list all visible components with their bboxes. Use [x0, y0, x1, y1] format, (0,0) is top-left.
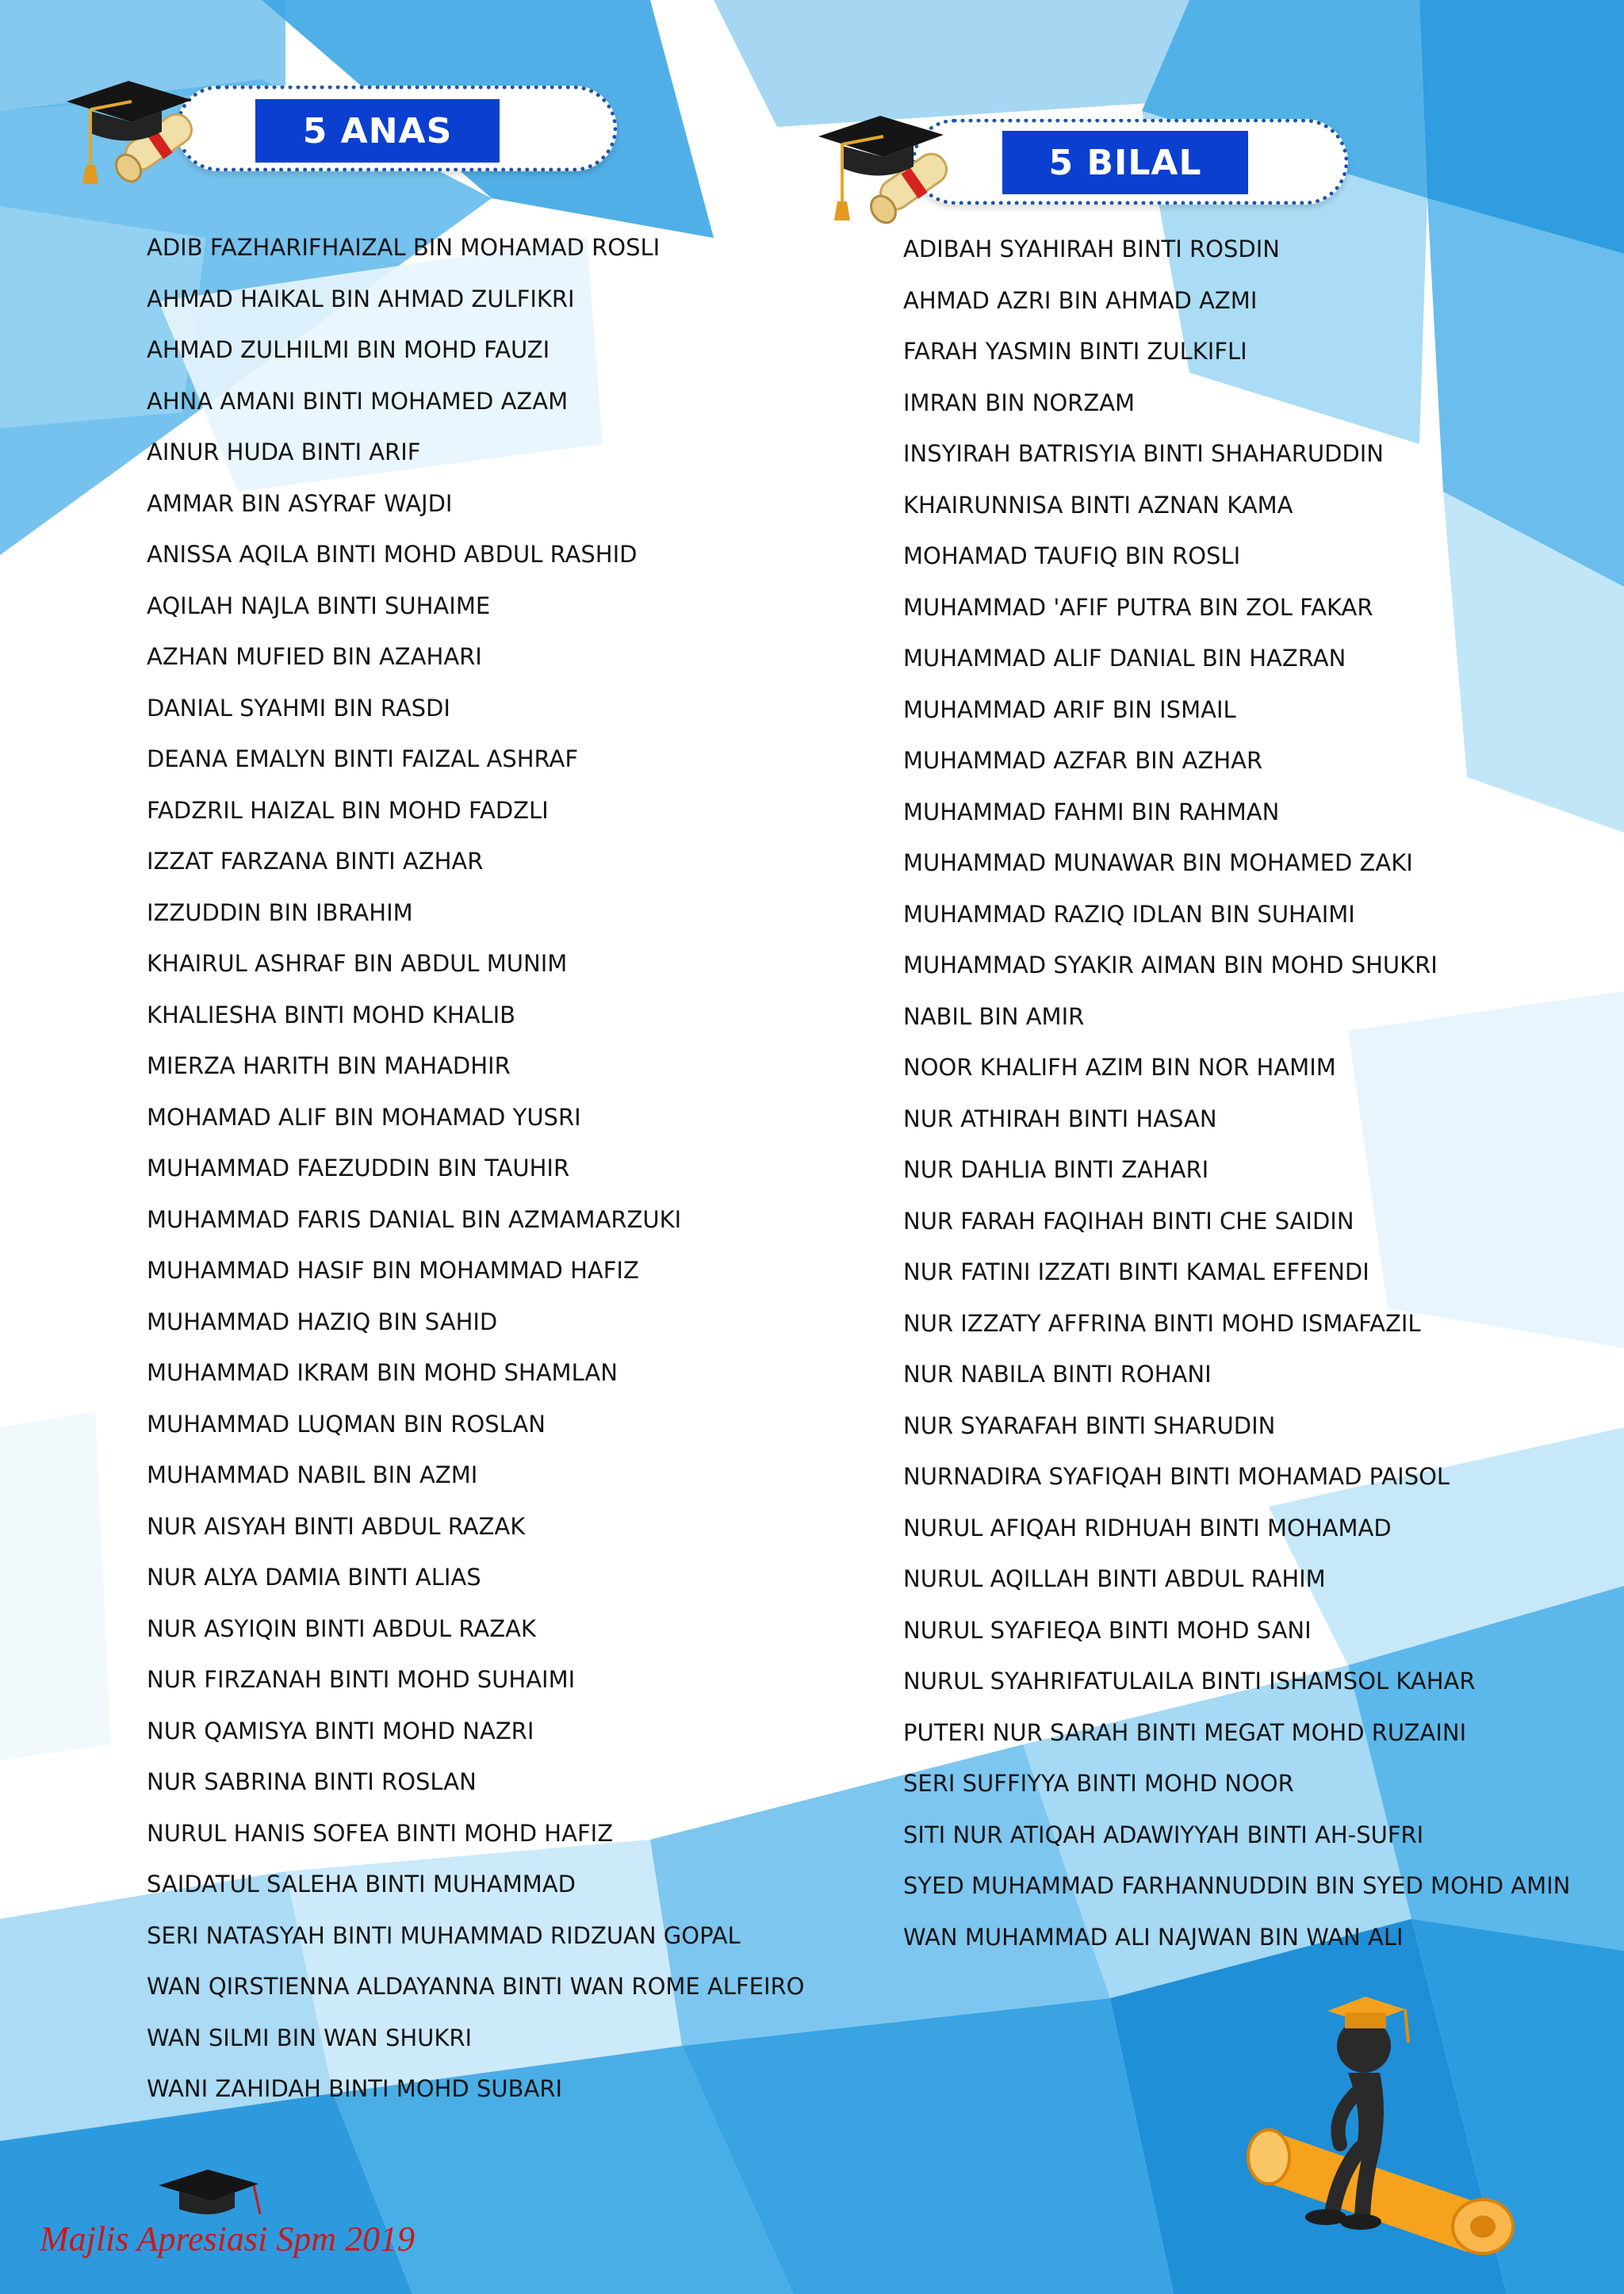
student-name: NURUL HANIS SOFEA BINTI MOHD HAFIZ [147, 1819, 614, 1847]
student-name: NUR FATINI IZZATI BINTI KAMAL EFFENDI [903, 1258, 1369, 1285]
graduation-cap-icon [810, 105, 969, 239]
student-name: NUR QAMISYA BINTI MOHD NAZRI [147, 1717, 534, 1744]
name-list-5-bilal [903, 236, 1585, 1975]
student-name: NURUL AQILLAH BINTI ABDUL RAHIM [903, 1565, 1326, 1592]
student-name: AQILAH NAJLA BINTI SUHAIME [147, 592, 491, 619]
class-title: 5 BILAL [1002, 131, 1248, 194]
event-title: Majlis Apresiasi Spm 2019 [40, 2219, 416, 2258]
student-name: AHNA AMANI BINTI MOHAMED AZAM [147, 387, 569, 415]
student-name: NUR IZZATY AFFRINA BINTI MOHD ISMAFAZIL [903, 1309, 1421, 1337]
student-name: NUR SABRINA BINTI ROSLAN [147, 1768, 477, 1795]
student-name: SERI SUFFIYYA BINTI MOHD NOOR [903, 1770, 1294, 1797]
student-name: IMRAN BIN NORZAM [903, 389, 1136, 416]
student-name: DANIAL SYAHMI BIN RASDI [147, 694, 450, 722]
student-name: NUR FARAH FAQIHAH BINTI CHE SAIDIN [903, 1207, 1354, 1235]
graduation-cap-icon [59, 71, 217, 198]
student-name: MUHAMMAD MUNAWAR BIN MOHAMED ZAKI [903, 849, 1413, 876]
student-name: DEANA EMALYN BINTI FAIZAL ASHRAF [147, 745, 579, 772]
student-name: NOOR KHALIFH AZIM BIN NOR HAMIM [903, 1054, 1336, 1081]
student-name: KHAIRUL ASHRAF BIN ABDUL MUNIM [147, 950, 568, 977]
student-name: MOHAMAD ALIF BIN MOHAMAD YUSRI [147, 1103, 581, 1131]
student-name: NUR ATHIRAH BINTI HASAN [903, 1105, 1217, 1132]
student-name: KHALIESHA BINTI MOHD KHALIB [147, 1001, 516, 1028]
student-name: NUR AISYAH BINTI ABDUL RAZAK [147, 1512, 526, 1540]
student-name: FADZRIL HAIZAL BIN MOHD FADZLI [147, 796, 549, 824]
student-name: MUHAMMAD AZFAR BIN AZHAR [903, 747, 1263, 774]
student-name: NUR SYARAFAH BINTI SHARUDIN [903, 1411, 1276, 1439]
student-name: AZHAN MUFIED BIN AZAHARI [147, 643, 482, 670]
student-name: MIERZA HARITH BIN MAHADHIR [147, 1052, 511, 1079]
student-name: INSYIRAH BATRISYIA BINTI SHAHARUDDIN [903, 440, 1384, 467]
student-name: MUHAMMAD IKRAM BIN MOHD SHAMLAN [147, 1359, 618, 1386]
student-name: MUHAMMAD SYAKIR AIMAN BIN MOHD SHUKRI [903, 952, 1438, 978]
student-name: MUHAMMAD NABIL BIN AZMI [147, 1461, 478, 1488]
student-name: PUTERI NUR SARAH BINTI MEGAT MOHD RUZAINI [903, 1718, 1467, 1746]
student-name: NUR FIRZANAH BINTI MOHD SUHAIMI [147, 1666, 576, 1693]
student-name: AHMAD AZRI BIN AHMAD AZMI [903, 286, 1258, 314]
student-name: KHAIRUNNISA BINTI AZNAN KAMA [903, 491, 1293, 519]
graduate-mascot-icon [1245, 1974, 1562, 2260]
student-name: MUHAMMAD FAHMI BIN RAHMAN [903, 798, 1280, 825]
student-name: SITI NUR ATIQAH ADAWIYYAH BINTI AH-SUFRI [903, 1821, 1424, 1848]
student-name: SYED MUHAMMAD FARHANNUDDIN BIN SYED MOHD AMIN [903, 1872, 1571, 1899]
name-list-5-anas [147, 235, 829, 2127]
student-name: MUHAMMAD RAZIQ IDLAN BIN SUHAIMI [903, 900, 1355, 928]
student-name: IZZUDDIN BIN IBRAHIM [147, 898, 413, 926]
student-name: MUHAMMAD FAEZUDDIN BIN TAUHIR [147, 1155, 570, 1181]
student-name: MUHAMMAD FARIS DANIAL BIN AZMAMARZUKI [147, 1205, 682, 1233]
student-name: MUHAMMAD HAZIQ BIN SAHID [147, 1308, 498, 1335]
student-name: NURNADIRA SYAFIQAH BINTI MOHAMAD PAISOL [903, 1463, 1450, 1490]
student-name: NURUL SYAFIEQA BINTI MOHD SANI [903, 1616, 1312, 1644]
student-name: FARAH YASMIN BINTI ZULKIFLI [903, 338, 1247, 365]
student-name: MUHAMMAD ALIF DANIAL BIN HAZRAN [903, 645, 1346, 672]
student-name: NUR ALYA DAMIA BINTI ALIAS [147, 1564, 481, 1591]
student-name: MUHAMMAD LUQMAN BIN ROSLAN [147, 1410, 546, 1438]
student-name: MOHAMAD TAUFIQ BIN ROSLI [903, 542, 1241, 569]
student-name: WANI ZAHIDAH BINTI MOHD SUBARI [147, 2075, 563, 2102]
student-name: ADIBAH SYAHIRAH BINTI ROSDIN [903, 236, 1280, 262]
student-name: ADIB FAZHARIFHAIZAL BIN MOHAMAD ROSLI [147, 234, 661, 261]
class-title: 5 ANAS [255, 99, 500, 163]
student-name: WAN SILMI BIN WAN SHUKRI [147, 2024, 473, 2051]
student-name: NURUL AFIQAH RIDHUAH BINTI MOHAMAD [903, 1514, 1392, 1541]
student-name: MUHAMMAD 'AFIF PUTRA BIN ZOL FAKAR [903, 593, 1373, 621]
student-name: SAIDATUL SALEHA BINTI MUHAMMAD [147, 1871, 576, 1898]
student-name: AINUR HUDA BINTI ARIF [147, 439, 421, 465]
student-name: NABIL BIN AMIR [903, 1002, 1085, 1030]
student-name: NURUL SYAHRIFATULAILA BINTI ISHAMSOL KAHAR [903, 1668, 1476, 1695]
student-name: AMMAR BIN ASYRAF WAJDI [147, 489, 453, 517]
student-name: SERI NATASYAH BINTI MUHAMMAD RIDZUAN GOPAL [147, 1921, 741, 1949]
student-name: MUHAMMAD ARIF BIN ISMAIL [903, 695, 1236, 723]
student-name: AHMAD HAIKAL BIN AHMAD ZULFIKRI [147, 285, 575, 312]
student-name: MUHAMMAD HASIF BIN MOHAMMAD HAFIZ [147, 1257, 639, 1284]
student-name: WAN MUHAMMAD ALI NAJWAN BIN WAN ALI [903, 1923, 1404, 1951]
student-name: WAN QIRSTIENNA ALDAYANNA BINTI WAN ROME ALFEIRO [147, 1973, 805, 2000]
student-name: ANISSA AQILA BINTI MOHD ABDUL RASHID [147, 541, 638, 568]
student-name: NUR NABILA BINTI ROHANI [903, 1361, 1212, 1388]
student-name: AHMAD ZULHILMI BIN MOHD FAUZI [147, 336, 550, 363]
student-name: NUR ASYIQIN BINTI ABDUL RAZAK [147, 1614, 536, 1642]
student-name: NUR DAHLIA BINTI ZAHARI [903, 1156, 1209, 1183]
student-name: IZZAT FARZANA BINTI AZHAR [147, 848, 484, 875]
